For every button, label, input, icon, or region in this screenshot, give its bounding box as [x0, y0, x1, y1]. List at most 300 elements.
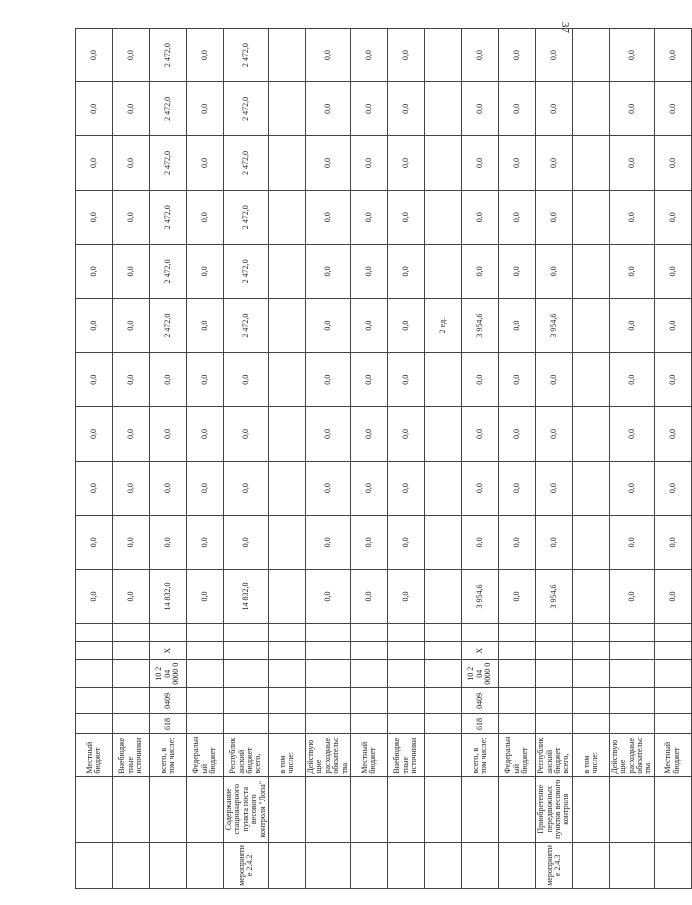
- table-cell: [609, 642, 654, 660]
- table-cell: [150, 776, 187, 842]
- table-cell: 2 472,0: [224, 190, 269, 244]
- table-cell: [268, 714, 305, 734]
- table-cell: Республиканский бюджет всего,: [224, 734, 269, 776]
- budget-table: [75, 28, 692, 889]
- table-cell: 0,0: [387, 515, 424, 569]
- page-number: 37: [559, 22, 571, 33]
- table-cell: 0,0: [535, 353, 572, 407]
- table-cell: 0,0: [654, 353, 691, 407]
- table-cell: 3 954,6: [535, 299, 572, 353]
- table-cell: [268, 660, 305, 688]
- table-cell: 0,0: [461, 407, 498, 461]
- table-cell: [609, 842, 654, 888]
- table-cell: 0,0: [654, 29, 691, 82]
- table-cell: Действующие расходные обязательства: [305, 734, 350, 776]
- table-cell: 0,0: [654, 136, 691, 190]
- table-cell: 0,0: [113, 353, 150, 407]
- table-cell: [305, 642, 350, 660]
- table-row: [150, 29, 187, 889]
- table-cell: 0,0: [150, 515, 187, 569]
- table-cell: [268, 299, 305, 353]
- table-cell: [654, 642, 691, 660]
- table-cell: [424, 190, 461, 244]
- table-cell: [113, 624, 150, 642]
- table-cell: [424, 776, 461, 842]
- table-cell: [387, 624, 424, 642]
- table-cell: 0,0: [76, 244, 113, 298]
- table-cell: 0,0: [535, 136, 572, 190]
- table-cell: [187, 776, 224, 842]
- table-cell: 0,0: [609, 190, 654, 244]
- table-cell: 0,0: [187, 353, 224, 407]
- table-cell: 0,0: [498, 190, 535, 244]
- table-cell: 0,0: [350, 190, 387, 244]
- table-cell: 0,0: [535, 407, 572, 461]
- table-cell: [268, 642, 305, 660]
- table-cell: 0,0: [498, 244, 535, 298]
- table-cell: 0,0: [350, 515, 387, 569]
- table-cell: [150, 624, 187, 642]
- table-cell: [609, 624, 654, 642]
- table-cell: [572, 642, 609, 660]
- table-cell: [224, 624, 269, 642]
- table-row: [461, 29, 498, 889]
- table-cell: 0,0: [609, 461, 654, 515]
- table-cell: 0,0: [187, 299, 224, 353]
- table-cell: 0,0: [654, 515, 691, 569]
- table-cell: [113, 688, 150, 714]
- table-cell: мероприятие 2.4.2: [224, 842, 269, 888]
- table-cell: 0,0: [305, 299, 350, 353]
- table-cell: [498, 660, 535, 688]
- table-cell: [187, 642, 224, 660]
- table-cell: [572, 461, 609, 515]
- table-cell: 0,0: [461, 515, 498, 569]
- table-cell: 0,0: [305, 82, 350, 136]
- table-cell: [572, 407, 609, 461]
- table-cell: [424, 461, 461, 515]
- table-cell: 0409: [461, 688, 498, 714]
- table-cell: [113, 714, 150, 734]
- table-cell: 0,0: [387, 353, 424, 407]
- table-cell: [387, 842, 424, 888]
- table-cell: 14 832,0: [224, 569, 269, 623]
- table-cell: 10 2 04 0000 0: [150, 660, 187, 688]
- table-cell: 0,0: [350, 407, 387, 461]
- table-row: [224, 29, 269, 889]
- table-cell: [572, 299, 609, 353]
- table-cell: 2 472,0: [224, 136, 269, 190]
- table-cell: в том числе:: [268, 734, 305, 776]
- table-cell: [268, 407, 305, 461]
- table-cell: [572, 82, 609, 136]
- table-cell: Действующие расходные обязательства: [609, 734, 654, 776]
- table-cell: 0,0: [350, 299, 387, 353]
- table-cell: 0,0: [654, 461, 691, 515]
- table-cell: 0,0: [498, 136, 535, 190]
- table-cell: 0,0: [461, 29, 498, 82]
- table-cell: 2 472,0: [224, 29, 269, 82]
- table-cell: [150, 842, 187, 888]
- table-cell: 0,0: [113, 407, 150, 461]
- table-cell: 0,0: [224, 407, 269, 461]
- table-cell: 0,0: [609, 299, 654, 353]
- table-cell: Внебюджетные источники: [113, 734, 150, 776]
- table-cell: 0,0: [654, 569, 691, 623]
- table-row: [187, 29, 224, 889]
- table-cell: Внебюджетные источники: [387, 734, 424, 776]
- table-cell: [187, 714, 224, 734]
- table-cell: Приобретение передвижных пунктов весового контроля: [535, 776, 572, 842]
- table-cell: 0,0: [387, 569, 424, 623]
- table-cell: [572, 190, 609, 244]
- table-row: [268, 29, 305, 889]
- table-cell: 0,0: [150, 461, 187, 515]
- table-cell: 0,0: [498, 407, 535, 461]
- table-cell: [424, 842, 461, 888]
- table-cell: [224, 714, 269, 734]
- table-cell: мероприятие 2.4.3: [535, 842, 572, 888]
- table-cell: [572, 688, 609, 714]
- table-cell: 0,0: [535, 461, 572, 515]
- table-cell: 0,0: [187, 244, 224, 298]
- table-cell: [76, 842, 113, 888]
- table-cell: 0,0: [498, 569, 535, 623]
- table-cell: 0,0: [350, 461, 387, 515]
- table-cell: [268, 569, 305, 623]
- table-cell: 10 2 04 0000 0: [461, 660, 498, 688]
- table-cell: 0,0: [609, 407, 654, 461]
- table-cell: [224, 660, 269, 688]
- table-cell: [76, 776, 113, 842]
- table-cell: 0,0: [224, 353, 269, 407]
- table-cell: [76, 624, 113, 642]
- table-cell: 0,0: [113, 569, 150, 623]
- table-cell: [187, 842, 224, 888]
- table-row: [535, 29, 572, 889]
- table-cell: 0,0: [387, 299, 424, 353]
- table-cell: 0,0: [609, 29, 654, 82]
- table-cell: [305, 624, 350, 642]
- table-cell: [268, 461, 305, 515]
- table-cell: [113, 660, 150, 688]
- table-cell: [609, 660, 654, 688]
- table-row: [654, 29, 691, 889]
- table-cell: [268, 776, 305, 842]
- table-row: [387, 29, 424, 889]
- table-cell: 0,0: [350, 244, 387, 298]
- table-cell: [424, 624, 461, 642]
- table-cell: [387, 642, 424, 660]
- table-cell: [424, 29, 461, 82]
- table-cell: [535, 660, 572, 688]
- table-cell: [350, 688, 387, 714]
- table-cell: 0,0: [609, 515, 654, 569]
- table-cell: [387, 688, 424, 714]
- table-cell: [187, 688, 224, 714]
- table-cell: [305, 842, 350, 888]
- table-cell: [654, 660, 691, 688]
- table-row: [76, 29, 113, 889]
- table-cell: 0,0: [187, 136, 224, 190]
- table-cell: [76, 688, 113, 714]
- table-cell: 2 472,0: [150, 244, 187, 298]
- table-cell: [305, 660, 350, 688]
- table-cell: 0,0: [187, 82, 224, 136]
- table-cell: 0,0: [387, 244, 424, 298]
- table-cell: [187, 660, 224, 688]
- table-cell: 0,0: [76, 136, 113, 190]
- table-cell: 0,0: [76, 353, 113, 407]
- table-cell: 0,0: [224, 515, 269, 569]
- table-cell: 0,0: [187, 515, 224, 569]
- table-cell: 0,0: [609, 353, 654, 407]
- table-cell: [572, 624, 609, 642]
- table-cell: [76, 660, 113, 688]
- table-cell: [654, 842, 691, 888]
- table-cell: 2 472,0: [150, 136, 187, 190]
- table-cell: [350, 776, 387, 842]
- table-cell: 0,0: [113, 190, 150, 244]
- table-cell: [498, 688, 535, 714]
- table-cell: [268, 82, 305, 136]
- table-cell: 0,0: [350, 82, 387, 136]
- table-cell: 0,0: [498, 461, 535, 515]
- table-cell: [350, 660, 387, 688]
- table-cell: 2 472,0: [150, 29, 187, 82]
- table-cell: [498, 624, 535, 642]
- table-cell: 0,0: [387, 190, 424, 244]
- table-cell: [572, 353, 609, 407]
- table-cell: 0,0: [305, 190, 350, 244]
- table-cell: X: [461, 642, 498, 660]
- table-cell: [268, 624, 305, 642]
- table-cell: [572, 29, 609, 82]
- table-cell: 0,0: [461, 461, 498, 515]
- table-cell: 0,0: [113, 82, 150, 136]
- table-cell: [572, 244, 609, 298]
- table-cell: [424, 660, 461, 688]
- table-cell: [461, 776, 498, 842]
- table-cell: 0,0: [187, 461, 224, 515]
- table-cell: 0,0: [76, 82, 113, 136]
- table-wrapper: [75, 28, 681, 889]
- table-cell: [268, 688, 305, 714]
- table-cell: [268, 353, 305, 407]
- table-cell: [535, 688, 572, 714]
- table-cell: [424, 353, 461, 407]
- table-cell: [535, 714, 572, 734]
- table-cell: 3 954,6: [535, 569, 572, 623]
- table-cell: 0,0: [535, 29, 572, 82]
- table-cell: 0,0: [535, 82, 572, 136]
- table-cell: 14 832,0: [150, 569, 187, 623]
- table-cell: 0,0: [609, 244, 654, 298]
- table-cell: [424, 244, 461, 298]
- table-cell: 0,0: [113, 299, 150, 353]
- table-cell: [305, 714, 350, 734]
- table-cell: 0,0: [461, 136, 498, 190]
- table-cell: [224, 688, 269, 714]
- table-cell: [572, 515, 609, 569]
- table-cell: [268, 136, 305, 190]
- table-cell: [535, 642, 572, 660]
- table-cell: 0,0: [76, 190, 113, 244]
- table-row: [350, 29, 387, 889]
- table-cell: Федеральный бюджет: [187, 734, 224, 776]
- table-cell: [609, 714, 654, 734]
- table-cell: [424, 734, 461, 776]
- table-body: [76, 29, 692, 889]
- table-cell: 0,0: [654, 299, 691, 353]
- table-cell: 0,0: [187, 407, 224, 461]
- table-row: [305, 29, 350, 889]
- table-cell: 0,0: [305, 407, 350, 461]
- table-cell: 0,0: [187, 190, 224, 244]
- table-cell: 3 954,6: [461, 299, 498, 353]
- table-cell: 0,0: [498, 515, 535, 569]
- table-cell: 0,0: [76, 299, 113, 353]
- table-row: [498, 29, 535, 889]
- table-cell: 0,0: [609, 82, 654, 136]
- table-cell: [387, 714, 424, 734]
- table-cell: [350, 714, 387, 734]
- table-cell: [424, 714, 461, 734]
- table-cell: 0,0: [498, 353, 535, 407]
- table-cell: 0,0: [187, 569, 224, 623]
- table-cell: [305, 688, 350, 714]
- table-cell: 0,0: [305, 136, 350, 190]
- table-cell: [424, 136, 461, 190]
- table-cell: [350, 624, 387, 642]
- table-cell: 0,0: [461, 82, 498, 136]
- table-cell: 0,0: [535, 190, 572, 244]
- table-cell: 0,0: [461, 244, 498, 298]
- table-cell: [76, 642, 113, 660]
- table-row: [572, 29, 609, 889]
- table-cell: 0,0: [387, 407, 424, 461]
- table-cell: 0,0: [387, 136, 424, 190]
- table-cell: 0,0: [305, 29, 350, 82]
- table-cell: 0,0: [113, 515, 150, 569]
- table-cell: X: [150, 642, 187, 660]
- table-cell: [572, 136, 609, 190]
- table-cell: 0,0: [654, 82, 691, 136]
- table-cell: 0,0: [150, 353, 187, 407]
- table-cell: [498, 714, 535, 734]
- table-cell: 2 472,0: [150, 190, 187, 244]
- table-cell: 0,0: [76, 29, 113, 82]
- table-cell: 0,0: [498, 299, 535, 353]
- table-cell: [424, 407, 461, 461]
- table-cell: [268, 244, 305, 298]
- table-cell: 0,0: [535, 244, 572, 298]
- table-cell: 0,0: [76, 515, 113, 569]
- table-cell: 0,0: [350, 569, 387, 623]
- table-cell: Федеральный бюджет: [498, 734, 535, 776]
- table-cell: [572, 569, 609, 623]
- table-row: [424, 29, 461, 889]
- table-cell: [572, 842, 609, 888]
- table-cell: [268, 842, 305, 888]
- table-cell: 0,0: [305, 353, 350, 407]
- table-cell: [654, 776, 691, 842]
- table-cell: 0,0: [461, 190, 498, 244]
- table-cell: [654, 714, 691, 734]
- table-cell: 0,0: [113, 29, 150, 82]
- table-cell: 0,0: [113, 461, 150, 515]
- table-cell: 0,0: [305, 569, 350, 623]
- table-cell: 0,0: [150, 407, 187, 461]
- table-cell: [268, 515, 305, 569]
- table-cell: [424, 688, 461, 714]
- table-cell: [572, 714, 609, 734]
- table-cell: 0,0: [387, 29, 424, 82]
- table-cell: всего, в том числе:: [461, 734, 498, 776]
- table-cell: Содержание стационарного пункта поста весового контроля "Лопа": [224, 776, 269, 842]
- table-cell: [113, 842, 150, 888]
- table-cell: [387, 776, 424, 842]
- table-cell: 2 472,0: [150, 299, 187, 353]
- table-cell: [424, 515, 461, 569]
- table-cell: 0,0: [350, 29, 387, 82]
- table-cell: Республиканский бюджет всего,: [535, 734, 572, 776]
- table-cell: 0,0: [76, 407, 113, 461]
- table-row: [609, 29, 654, 889]
- table-cell: 3 954,6: [461, 569, 498, 623]
- table-cell: 0,0: [350, 353, 387, 407]
- table-cell: [498, 776, 535, 842]
- table-cell: [424, 82, 461, 136]
- table-cell: Местный бюджет: [654, 734, 691, 776]
- table-cell: 0,0: [305, 515, 350, 569]
- table-cell: 0,0: [187, 29, 224, 82]
- table-cell: Местный бюджет: [350, 734, 387, 776]
- table-cell: 0,0: [654, 190, 691, 244]
- table-cell: 2 ед.: [424, 299, 461, 353]
- table-cell: 2 472,0: [224, 299, 269, 353]
- table-cell: [424, 569, 461, 623]
- table-cell: [113, 776, 150, 842]
- table-cell: Местный бюджет: [76, 734, 113, 776]
- table-cell: [268, 29, 305, 82]
- table-cell: [76, 714, 113, 734]
- table-cell: [224, 642, 269, 660]
- table-cell: [350, 842, 387, 888]
- table-cell: всего, в том числе:: [150, 734, 187, 776]
- table-cell: 618: [461, 714, 498, 734]
- table-cell: в том числе:: [572, 734, 609, 776]
- table-cell: [424, 642, 461, 660]
- table-cell: [498, 642, 535, 660]
- table-cell: 0,0: [654, 244, 691, 298]
- table-cell: 0,0: [461, 353, 498, 407]
- table-cell: [268, 190, 305, 244]
- table-cell: 0,0: [498, 82, 535, 136]
- table-cell: 0409: [150, 688, 187, 714]
- table-cell: [187, 624, 224, 642]
- table-cell: 0,0: [113, 244, 150, 298]
- table-cell: 0,0: [350, 136, 387, 190]
- table-cell: 2 472,0: [224, 244, 269, 298]
- table-cell: [654, 688, 691, 714]
- table-cell: [113, 642, 150, 660]
- table-cell: 618: [150, 714, 187, 734]
- table-cell: 0,0: [609, 569, 654, 623]
- table-cell: [461, 624, 498, 642]
- rotated-page: [75, 28, 681, 889]
- table-row: [113, 29, 150, 889]
